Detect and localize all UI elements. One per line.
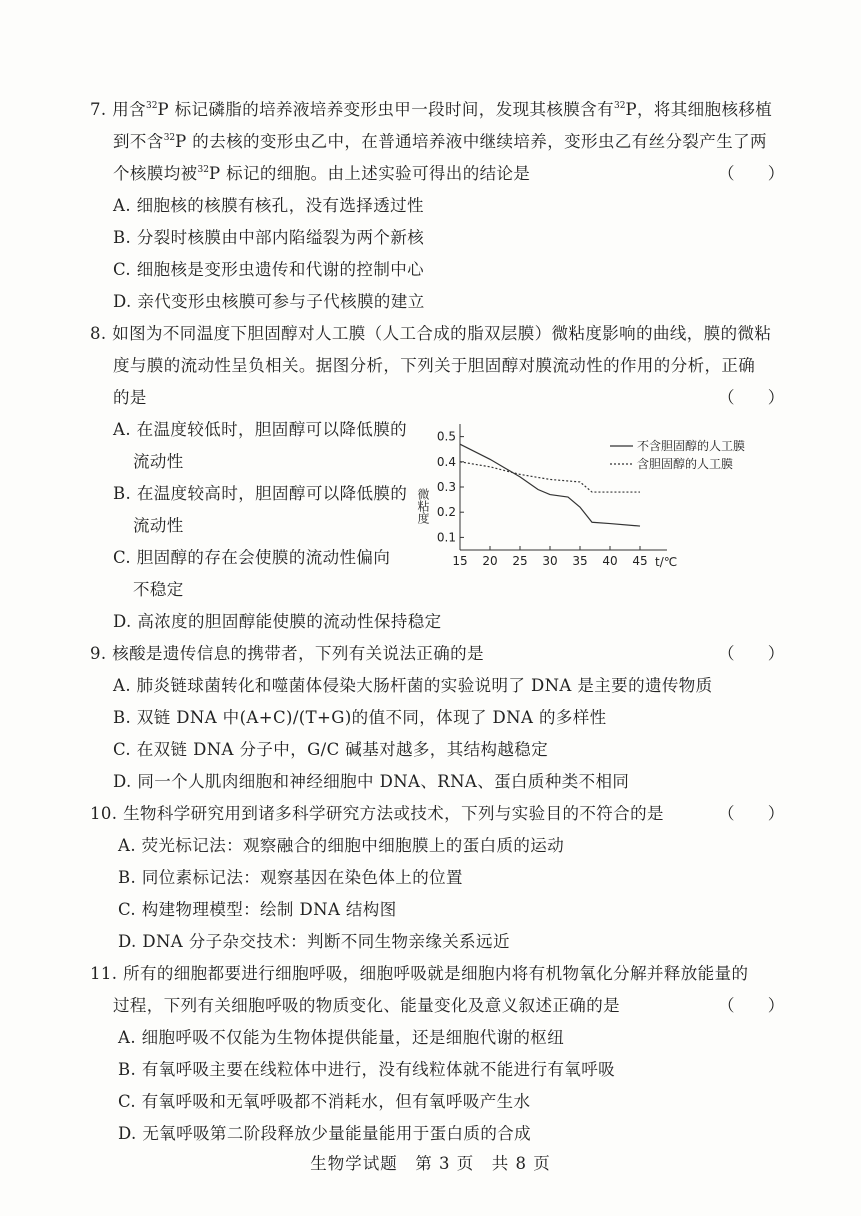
- q11-option-c: C. 有氧呼吸和无氧呼吸都不消耗水，但有氧呼吸产生水: [118, 1092, 531, 1111]
- q7-line1: 7. 用含$^{32}$P 标记磷脂的培养液培养变形虫甲一段时间，发现其核膜含有$^{32}$P，将其细胞核移植: [90, 100, 773, 119]
- q7-option-a: A. 细胞核的核膜有核孔，没有选择透过性: [113, 196, 424, 215]
- x-tick-label: 35: [572, 554, 588, 568]
- q9-answer-bracket: （ ）: [718, 644, 799, 663]
- x-tick-label: 15: [452, 554, 468, 568]
- y-axis-label: 微粘度: [416, 488, 430, 524]
- q8-answer-bracket: （ ）: [718, 388, 799, 407]
- q8-line3: 的是: [113, 388, 147, 407]
- q11-line2: 过程，下列有关细胞呼吸的物质变化、能量变化及意义叙述正确的是: [113, 996, 620, 1015]
- series-line-1: [460, 462, 640, 492]
- q10-option-b: B. 同位素标记法：观察基因在染色体上的位置: [118, 868, 463, 887]
- q8-option-a: A. 在温度较低时，胆固醇可以降低膜的: [113, 420, 408, 439]
- q8-option-c: C. 胆固醇的存在会使膜的流动性偏向: [113, 548, 391, 567]
- q7-option-c: C. 细胞核是变形虫遗传和代谢的控制中心: [113, 260, 425, 279]
- q7-option-d: D. 亲代变形虫核膜可参与子代核膜的建立: [113, 292, 425, 311]
- q9-line1: 9. 核酸是遗传信息的携带者，下列有关说法正确的是: [90, 644, 484, 663]
- y-tick-label: 0.1: [436, 530, 456, 545]
- q8-option-b-cont: 流动性: [133, 516, 184, 535]
- legend-label-0: 不含胆固醇的人工膜: [637, 439, 746, 453]
- q9-option-b: B. 双链 DNA 中(A+C)/(T+G)的值不同，体现了 DNA 的多样性: [113, 708, 607, 727]
- q8-line1: 8. 如图为不同温度下胆固醇对人工膜（人工合成的脂双层膜）微粘度影响的曲线，膜的微粘: [90, 324, 772, 343]
- q10-option-a: A. 荧光标记法：观察融合的细胞中细胞膜上的蛋白质的运动: [118, 836, 565, 855]
- q11-line1: 11. 所有的细胞都要进行细胞呼吸，细胞呼吸就是细胞内将有机物氧化分解并释放能量的: [90, 964, 749, 983]
- q10-line1: 10. 生物科学研究用到诸多科学研究方法或技术，下列与实验目的不符合的是: [90, 804, 664, 823]
- q11-option-a: A. 细胞呼吸不仅能为生物体提供能量，还是细胞代谢的枢纽: [118, 1028, 565, 1047]
- q8-option-d: D. 高浓度的胆固醇能使膜的流动性保持稳定: [113, 612, 442, 631]
- y-tick-label: 0.5: [436, 429, 456, 444]
- x-tick-label: 40: [602, 554, 618, 568]
- y-tick-label: 0.3: [436, 480, 456, 494]
- q11-option-d: D. 无氧呼吸第二阶段释放少量能量能用于蛋白质的合成: [118, 1124, 532, 1143]
- q11-option-b: B. 有氧呼吸主要在线粒体中进行，没有线粒体就不能进行有氧呼吸: [118, 1060, 616, 1079]
- q9-option-d: D. 同一个人肌肉细胞和神经细胞中 DNA、RNA、蛋白质种类不相同: [113, 772, 630, 791]
- x-tick-label: 20: [482, 554, 498, 568]
- page-footer: 生物学试题 第 3 页 共 8 页: [310, 1154, 551, 1173]
- x-axis-label: t/℃: [655, 555, 678, 569]
- y-tick-label: 0.2: [436, 505, 456, 520]
- q8-option-c-cont: 不稳定: [133, 580, 184, 599]
- series-line-0: [460, 444, 640, 526]
- viscosity-chart: [405, 418, 805, 578]
- q8-option-a-cont: 流动性: [133, 452, 184, 471]
- q10-answer-bracket: （ ）: [718, 804, 799, 823]
- y-tick-label: 0.4: [436, 454, 456, 469]
- q8-option-b: B. 在温度较高时，胆固醇可以降低膜的: [113, 484, 408, 503]
- q9-option-c: C. 在双链 DNA 分子中，G/C 碱基对越多，其结构越稳定: [113, 740, 549, 759]
- legend-label-1: 含胆固醇的人工膜: [637, 457, 734, 471]
- q11-answer-bracket: （ ）: [718, 996, 799, 1015]
- q9-option-a: A. 肺炎链球菌转化和噬菌体侵染大肠杆菌的实验说明了 DNA 是主要的遗传物质: [113, 676, 713, 695]
- q10-option-c: C. 构建物理模型：绘制 DNA 结构图: [118, 900, 397, 919]
- x-tick-label: 25: [512, 554, 528, 568]
- x-tick-label: 30: [542, 554, 558, 568]
- q8-line2: 度与膜的流动性呈负相关。据图分析，下列关于胆固醇对膜流动性的作用的分析，正确: [113, 356, 756, 375]
- q7-line2: 到不含$^{32}$P 的去核的变形虫乙中，在普通培养液中继续培养，变形虫乙有丝分裂产生了两: [113, 132, 767, 151]
- q7-answer-bracket: （ ）: [718, 164, 799, 183]
- x-tick-label: 45: [632, 554, 648, 568]
- q7-option-b: B. 分裂时核膜由中部内陷缢裂为两个新核: [113, 228, 425, 247]
- q7-line3: 个核膜均被$^{32}$P 标记的细胞。由上述实验可得出的结论是: [113, 164, 531, 183]
- q10-option-d: D. DNA 分子杂交技术：判断不同生物亲缘关系远近: [118, 932, 510, 951]
